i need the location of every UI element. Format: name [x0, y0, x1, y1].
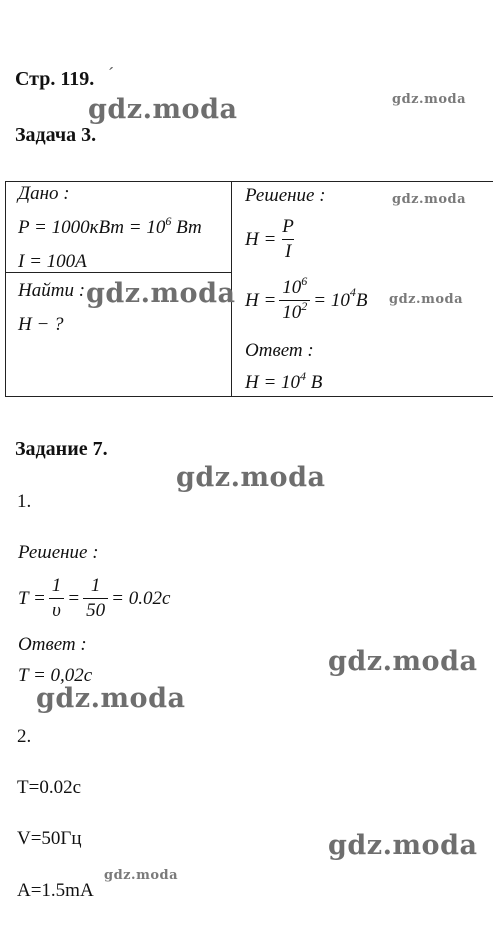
task3-answer-value: H = 10 [245, 372, 301, 393]
task7-title: Задание 7. [15, 438, 108, 460]
task7-answer-label: Ответ : [18, 634, 87, 655]
calc-den-base: 10 [282, 302, 302, 323]
given-power-value: P = 1000кВт = 10 [18, 217, 166, 238]
formula-lhs: H = [245, 228, 277, 250]
given-label: Дано : [18, 183, 70, 204]
task3-answer-unit: B [306, 372, 323, 393]
header-mark: ´ [108, 64, 114, 84]
find-label: Найти : [18, 280, 86, 301]
watermark: gdz.moda [36, 683, 186, 714]
calc-fraction [279, 274, 310, 324]
watermark: gdz.moda [389, 292, 464, 307]
watermark: gdz.moda [328, 646, 478, 677]
given-power-exponent: 6 [165, 214, 172, 228]
calc-den-exp: 2 [301, 299, 308, 313]
solution-label: Решение : [245, 185, 326, 206]
line-amplitude: A=1.5mA [17, 880, 94, 901]
period-fraction-1-num: 1 [51, 575, 62, 596]
period-formula [18, 575, 170, 622]
calc-denominator [279, 300, 310, 324]
watermark: gdz.moda [86, 278, 236, 309]
line-period: T=0.02c [17, 777, 82, 798]
period-fraction-1 [49, 575, 65, 622]
page-number-heading: Стр. 119. [15, 68, 95, 90]
watermark: gdz.moda [392, 92, 467, 107]
given-power-unit: Вт [171, 217, 202, 238]
task3-answer [245, 369, 323, 394]
period-fraction-2-den: 50 [83, 598, 108, 622]
calc-lhs: H = [245, 289, 277, 311]
formula-h [245, 216, 300, 263]
calc-num-base: 10 [282, 277, 302, 298]
formula-fraction [279, 216, 297, 263]
watermark: gdz.moda [88, 94, 238, 125]
watermark: gdz.moda [392, 192, 467, 207]
task3-answer-exp: 4 [300, 369, 307, 383]
line-frequency: V=50Гц [17, 828, 82, 849]
formula-numerator: P [282, 216, 294, 237]
given-current: I = 100A [18, 251, 87, 272]
period-equals: = [67, 587, 81, 609]
period-fraction-2-num: 1 [90, 575, 101, 596]
watermark: gdz.moda [104, 868, 179, 883]
watermark: gdz.moda [328, 830, 478, 861]
period-fraction-1-den: υ [49, 598, 64, 622]
period-lhs: T = [18, 587, 46, 609]
calc-rhs-exp: 4 [349, 285, 356, 299]
task3-answer-label: Ответ : [245, 340, 314, 361]
task7-solution-label: Решение : [18, 542, 99, 563]
task7-item2: 2. [17, 726, 32, 747]
given-power [18, 214, 202, 239]
task7-answer: T = 0,02c [18, 665, 93, 686]
calc-rhs: = 10 [313, 289, 350, 311]
find-h: H − ? [18, 314, 64, 335]
task7-item1: 1. [17, 491, 32, 512]
calc-num-exp: 6 [301, 274, 308, 288]
task3-title: Задача 3. [15, 124, 97, 146]
period-fraction-2 [83, 575, 108, 622]
calc-unit: B [355, 289, 368, 311]
formula-denominator: I [282, 239, 294, 263]
calc-numerator [279, 274, 310, 300]
watermark: gdz.moda [176, 462, 326, 493]
calc-h [245, 274, 368, 324]
period-rhs: = 0.02c [111, 587, 171, 609]
